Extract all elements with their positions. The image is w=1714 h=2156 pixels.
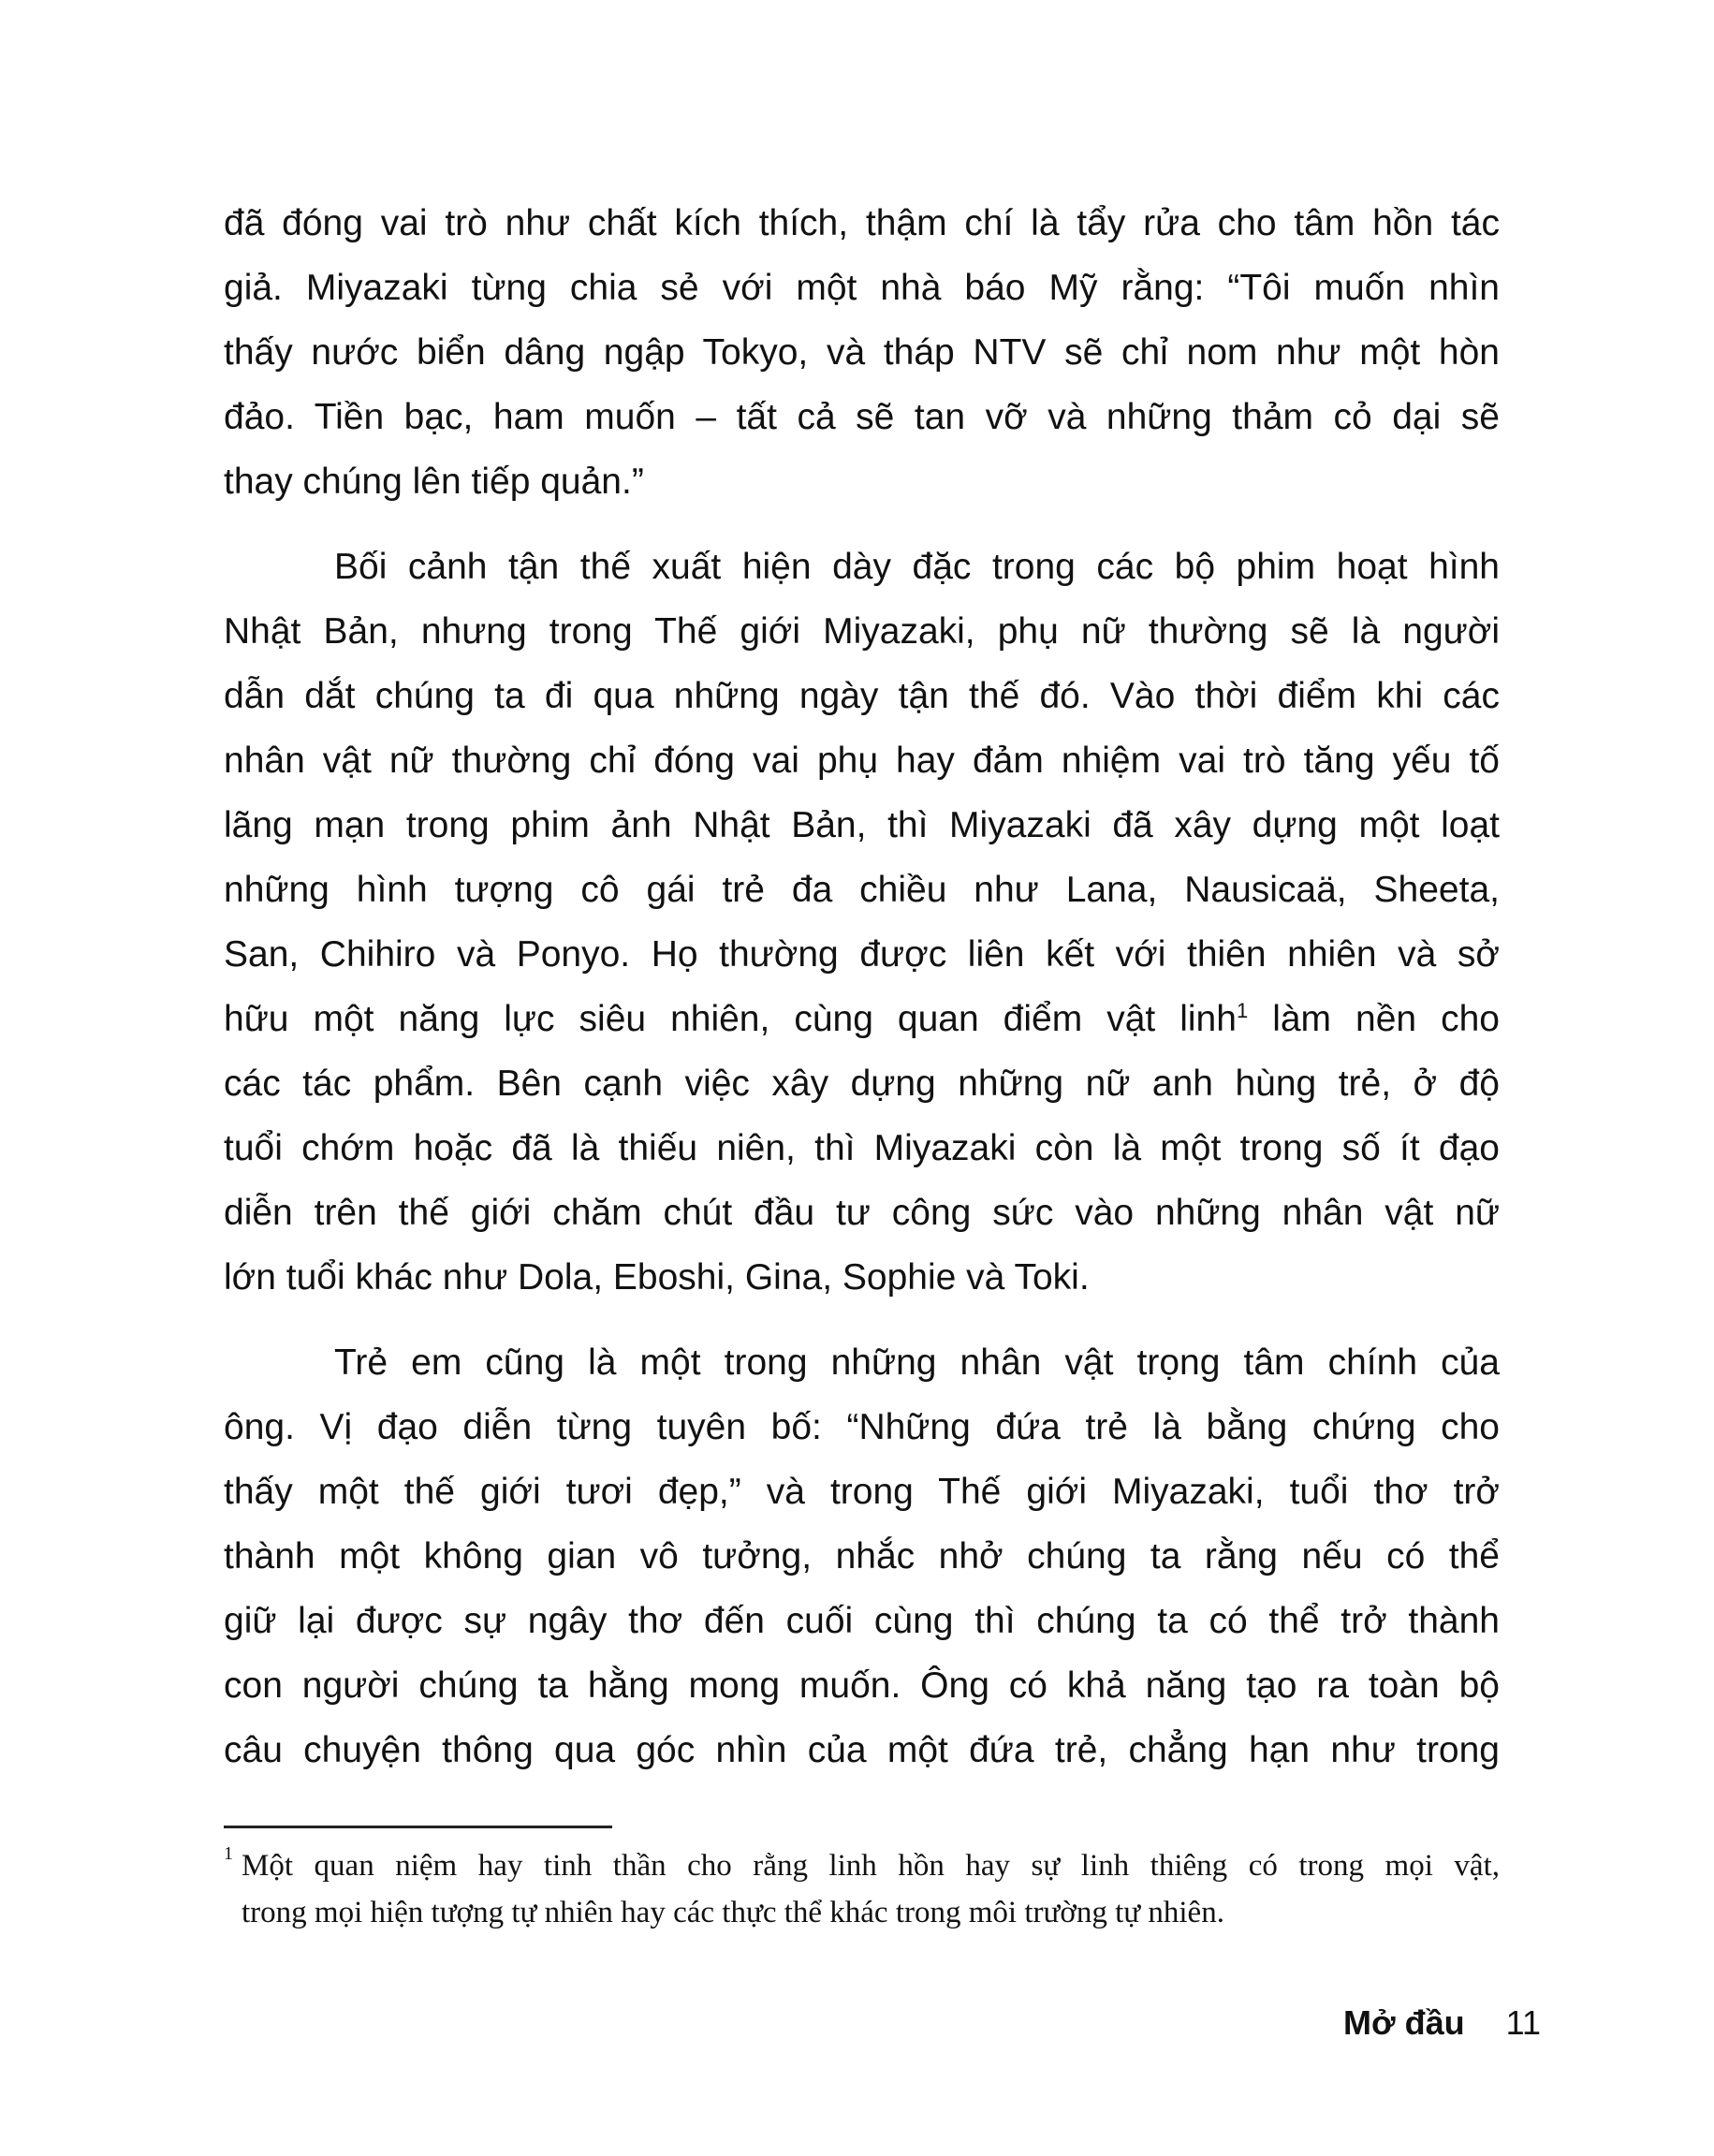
body-text — [224, 191, 1500, 1803]
page-footer — [1343, 2003, 1541, 2043]
section-title: Mở đầu — [1343, 2003, 1465, 2042]
paragraph-1 — [224, 191, 1500, 514]
text-line: thấy một thế giới tươi đẹp,” và trong Thế giới Miyazaki, tuổi thơ trở — [224, 1472, 1500, 1512]
text-line: Trẻ em cũng là một trong những nhân vật trọng tâm chính của — [334, 1342, 1500, 1383]
text-line: các tác phẩm. Bên cạnh việc xây dựng những nữ anh hùng trẻ, ở độ — [224, 1063, 1500, 1104]
text-span: hữu một năng lực siêu nhiên, cùng quan điểm vật linh — [224, 999, 1237, 1039]
text-line: lớn tuổi khác như Dola, Eboshi, Gina, Sophie và Toki. — [224, 1257, 1090, 1298]
text-line: đã đóng vai trò như chất kích thích, thậm chí là tẩy rửa cho tâm hồn tác — [224, 203, 1500, 243]
text-line — [224, 987, 1500, 1051]
text-line: những hình tượng cô gái trẻ đa chiều như Lana, Nausicaä, Sheeta, — [224, 870, 1500, 910]
text-line: giả. Miyazaki từng chia sẻ với một nhà báo Mỹ rằng: “Tôi muốn nhìn — [224, 268, 1500, 308]
text-line: Nhật Bản, nhưng trong Thế giới Miyazaki, phụ nữ thường sẽ là người — [224, 611, 1500, 652]
text-line: lãng mạn trong phim ảnh Nhật Bản, thì Miyazaki đã xây dựng một loạt — [224, 805, 1500, 845]
text-line: câu chuyện thông qua góc nhìn của một đứa trẻ, chẳng hạn như trong — [224, 1730, 1500, 1770]
paragraph-2 — [224, 535, 1500, 1310]
text-line: Bối cảnh tận thế xuất hiện dày đặc trong các bộ phim hoạt hình — [334, 547, 1500, 587]
text-line: giữ lại được sự ngây thơ đến cuối cùng thì chúng ta có thể trở thành — [224, 1601, 1500, 1641]
footnote — [224, 1842, 1500, 1936]
footnote-reference[interactable]: 1 — [1236, 999, 1249, 1022]
footnote-mark: 1 — [224, 1843, 233, 1864]
text-line: ông. Vị đạo diễn từng tuyên bố: “Những đứa trẻ là bằng chứng cho — [224, 1407, 1500, 1447]
text-span: làm nền cho — [1248, 999, 1500, 1039]
footnote-line: Một quan niệm hay tinh thần cho rằng linh hồn hay sự linh thiêng có trong mọi vật, — [242, 1849, 1500, 1883]
footnote-divider — [224, 1826, 612, 1828]
text-line: đảo. Tiền bạc, ham muốn – tất cả sẽ tan vỡ và những thảm cỏ dại sẽ — [224, 397, 1500, 437]
text-line: thay chúng lên tiếp quản.” — [224, 462, 644, 502]
text-line: tuổi chớm hoặc đã là thiếu niên, thì Miyazaki còn là một trong số ít đạo — [224, 1128, 1500, 1168]
text-line: thành một không gian vô tưởng, nhắc nhở chúng ta rằng nếu có thể — [224, 1536, 1500, 1577]
text-line: thấy nước biển dâng ngập Tokyo, và tháp NTV sẽ chỉ nom như một hòn — [224, 332, 1500, 373]
paragraph-3 — [224, 1330, 1500, 1782]
text-line: diễn trên thế giới chăm chút đầu tư công sức vào những nhân vật nữ — [224, 1193, 1500, 1233]
page-number: 11 — [1505, 2003, 1541, 2042]
footnote-line: trong mọi hiện tượng tự nhiên hay các thực thể khác trong môi trường tự nhiên. — [242, 1896, 1224, 1929]
text-line: San, Chihiro và Ponyo. Họ thường được liên kết với thiên nhiên và sở — [224, 934, 1500, 975]
text-line: dẫn dắt chúng ta đi qua những ngày tận thế đó. Vào thời điểm khi các — [224, 676, 1500, 716]
text-line: con người chúng ta hằng mong muốn. Ông có khả năng tạo ra toàn bộ — [224, 1665, 1500, 1706]
text-line: nhân vật nữ thường chỉ đóng vai phụ hay đảm nhiệm vai trò tăng yếu tố — [224, 741, 1500, 781]
